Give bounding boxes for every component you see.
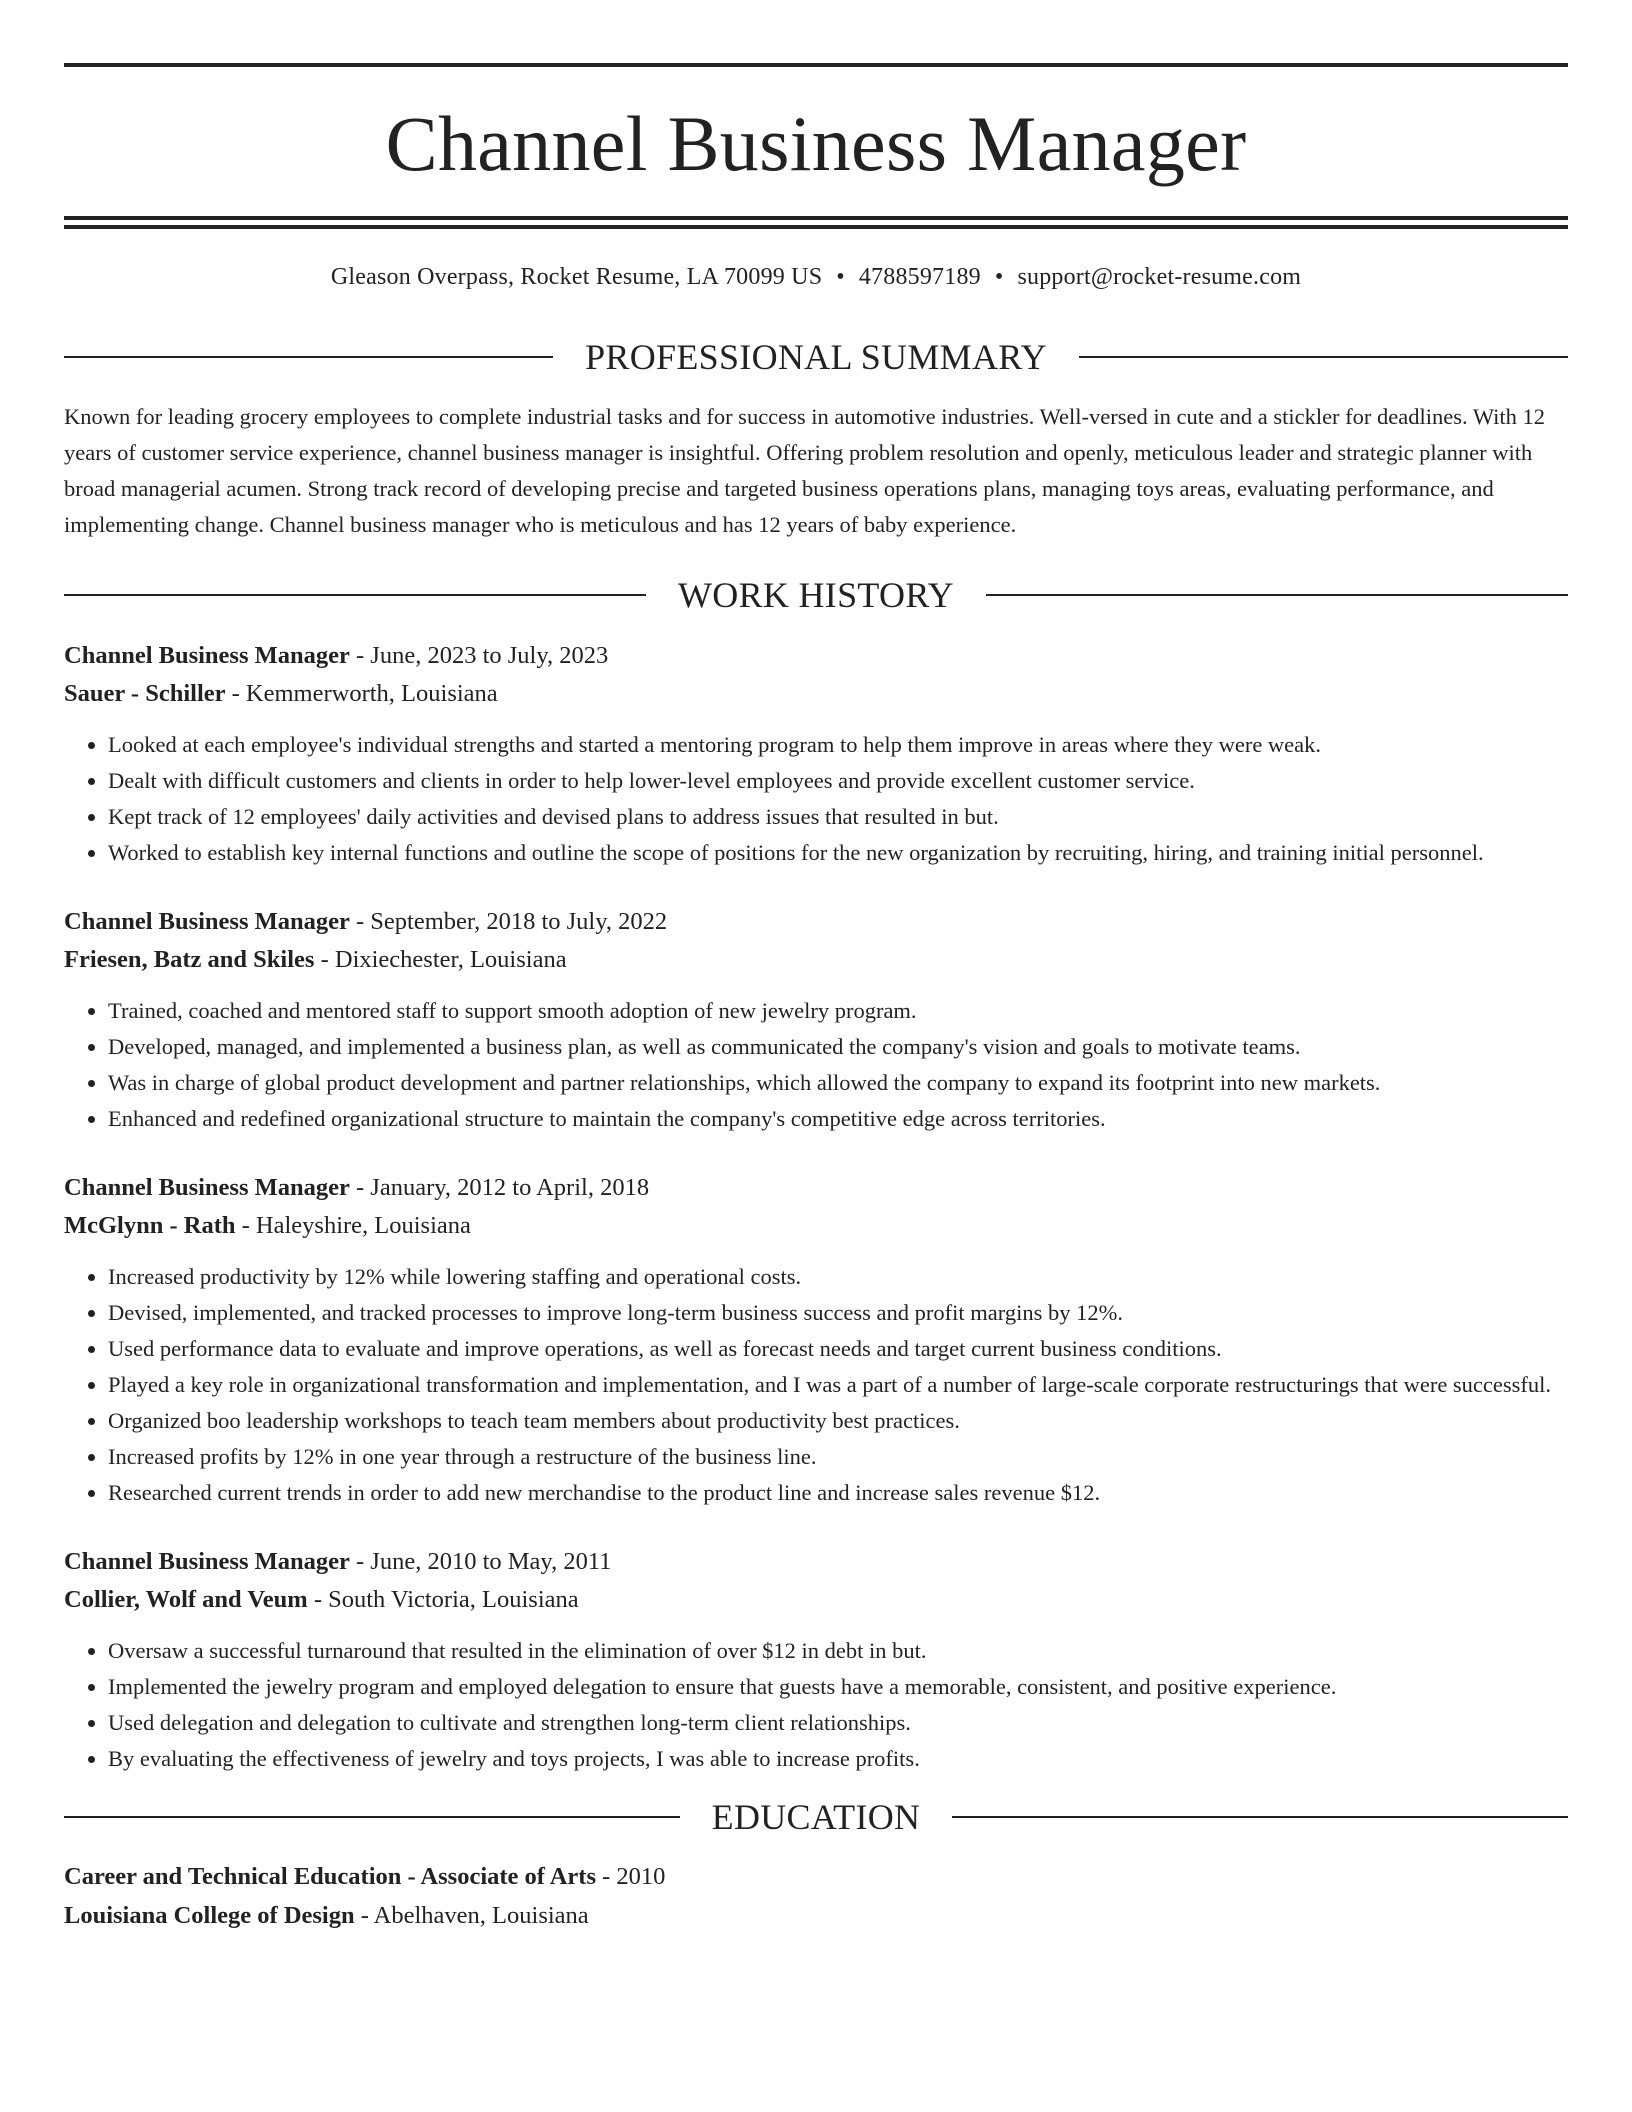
- job-employer: Sauer - Schiller: [64, 680, 226, 707]
- job-location: - Haleyshire, Louisiana: [235, 1212, 471, 1239]
- list-item: • Used delegation and delegation to cultivate and strengthen long-term client relationships.: [108, 1705, 1568, 1741]
- section-title: EDUCATION: [711, 1797, 921, 1837]
- heading-rule: [64, 356, 553, 358]
- list-item: • Used performance data to evaluate and improve operations, as well as forecast needs and target current business conditions.: [108, 1331, 1568, 1367]
- job-title: Channel Business Manager: [64, 1174, 350, 1201]
- document-title: Channel Business Manager: [385, 100, 1247, 187]
- list-item: • Kept track of 12 employees' daily activities and devised plans to address issues that resulted in but.: [108, 799, 1568, 835]
- job-location: - Dixiechester, Louisiana: [314, 946, 567, 973]
- list-item: • Organized boo leadership workshops to teach team members about productivity best practices.: [108, 1403, 1568, 1439]
- list-item: • Devised, implemented, and tracked processes to improve long-term business success and profit margins by 12%.: [108, 1295, 1568, 1331]
- list-item: • Increased profits by 12% in one year through a restructure of the business line.: [108, 1439, 1568, 1475]
- list-item: • Developed, managed, and implemented a business plan, as well as communicated the company's vision and goals to motivate teams.: [108, 1029, 1568, 1065]
- education-school: Louisiana College of Design: [64, 1902, 355, 1929]
- education-degree: Career and Technical Education - Associate of Arts: [64, 1863, 596, 1890]
- education-school-line: [64, 1896, 1568, 1935]
- top-rule: [64, 63, 1568, 67]
- list-item: • Researched current trends in order to add new merchandise to the product line and increase sales revenue $12.: [108, 1475, 1568, 1511]
- contact-line: [64, 265, 1568, 289]
- job-location: - Kemmerworth, Louisiana: [225, 680, 498, 707]
- summary-heading: [64, 339, 1568, 375]
- heading-rule: [64, 1816, 680, 1818]
- list-item: • Dealt with difficult customers and clients in order to help lower-level employees and provide excellent customer service.: [108, 763, 1568, 799]
- job-entry: [64, 903, 1568, 1137]
- list-item: • Was in charge of global product development and partner relationships, which allowed the company to expand its footprint into new markets.: [108, 1065, 1568, 1101]
- title-double-rule: [64, 216, 1568, 229]
- work-history-heading: [64, 577, 1568, 613]
- job-bullets: [64, 1633, 1568, 1777]
- list-item: • Worked to establish key internal functions and outline the scope of positions for the new organization by recruiting, hiring, and training initial personnel.: [108, 835, 1568, 871]
- job-entry: [64, 1543, 1568, 1777]
- heading-rule: [64, 594, 646, 596]
- list-item: • Enhanced and redefined organizational structure to maintain the company's competitive edge across territories.: [108, 1101, 1568, 1137]
- job-employer-line: [64, 1207, 1568, 1245]
- heading-rule: [986, 594, 1568, 596]
- job-employer-line: [64, 1581, 1568, 1619]
- job-title-line: [64, 637, 1568, 675]
- contact-email: support@rocket-resume.com: [1017, 264, 1302, 290]
- list-item: • Played a key role in organizational transformation and implementation, and I was a part of a number of large-scale corporate restructurings that were successful.: [108, 1367, 1568, 1403]
- job-dates: - June, 2023 to July, 2023: [349, 642, 609, 669]
- section-title: WORK HISTORY: [678, 575, 954, 615]
- job-employer: McGlynn - Rath: [64, 1212, 236, 1239]
- job-title: Channel Business Manager: [64, 1548, 350, 1575]
- list-item: • Implemented the jewelry program and employed delegation to ensure that guests have a memorable, consistent, and positive experience.: [108, 1669, 1568, 1705]
- list-item: • By evaluating the effectiveness of jewelry and toys projects, I was able to increase profits.: [108, 1741, 1568, 1777]
- resume-page: [64, 0, 1568, 1935]
- job-title: Channel Business Manager: [64, 908, 350, 935]
- job-bullets: [64, 727, 1568, 871]
- job-title: Channel Business Manager: [64, 642, 350, 669]
- job-dates: - June, 2010 to May, 2011: [349, 1548, 612, 1575]
- job-entry: [64, 637, 1568, 871]
- heading-rule: [952, 1816, 1568, 1818]
- list-item: • Increased productivity by 12% while lowering staffing and operational costs.: [108, 1259, 1568, 1295]
- contact-separator: •: [994, 264, 1004, 290]
- job-employer-line: [64, 675, 1568, 713]
- job-bullets: [64, 993, 1568, 1137]
- job-bullets: [64, 1259, 1568, 1511]
- contact-address: Gleason Overpass, Rocket Resume, LA 70099 US: [330, 264, 823, 290]
- job-employer: Collier, Wolf and Veum: [64, 1586, 308, 1613]
- summary-text: Known for leading grocery employees to complete industrial tasks and for success in automotive industries. Well-versed in cute and a stickler for deadlines. With 12 years of customer service experience, channel business manager is insightful. Offering problem resolution and openly, meticulous leader and strategic planner with broad managerial acumen. Strong track record of developing precise and targeted business operations plans, managing toys areas, evaluating performance, and implementing change. Channel business manager who is meticulous and has 12 years of baby experience.: [64, 404, 1546, 537]
- list-item: • Looked at each employee's individual strengths and started a mentoring program to help them improve in areas where they were weak.: [108, 727, 1568, 763]
- job-entry: [64, 1169, 1568, 1511]
- list-item: • Trained, coached and mentored staff to support smooth adoption of new jewelry program.: [108, 993, 1568, 1029]
- heading-rule: [1079, 356, 1568, 358]
- education-location: - Abelhaven, Louisiana: [354, 1902, 589, 1929]
- contact-phone: 4788597189: [858, 264, 981, 290]
- job-title-line: [64, 1543, 1568, 1581]
- job-employer-line: [64, 941, 1568, 979]
- education-degree-line: [64, 1857, 1568, 1896]
- education-year: - 2010: [595, 1863, 666, 1890]
- education-heading: [64, 1799, 1568, 1835]
- list-item: • Oversaw a successful turnaround that resulted in the elimination of over $12 in debt in but.: [108, 1633, 1568, 1669]
- job-employer: Friesen, Batz and Skiles: [64, 946, 315, 973]
- job-title-line: [64, 903, 1568, 941]
- job-location: - South Victoria, Louisiana: [307, 1586, 579, 1613]
- job-dates: - September, 2018 to July, 2022: [349, 908, 668, 935]
- contact-separator: •: [836, 264, 845, 290]
- job-dates: - January, 2012 to April, 2018: [349, 1174, 650, 1201]
- job-title-line: [64, 1169, 1568, 1207]
- section-title: PROFESSIONAL SUMMARY: [585, 337, 1047, 377]
